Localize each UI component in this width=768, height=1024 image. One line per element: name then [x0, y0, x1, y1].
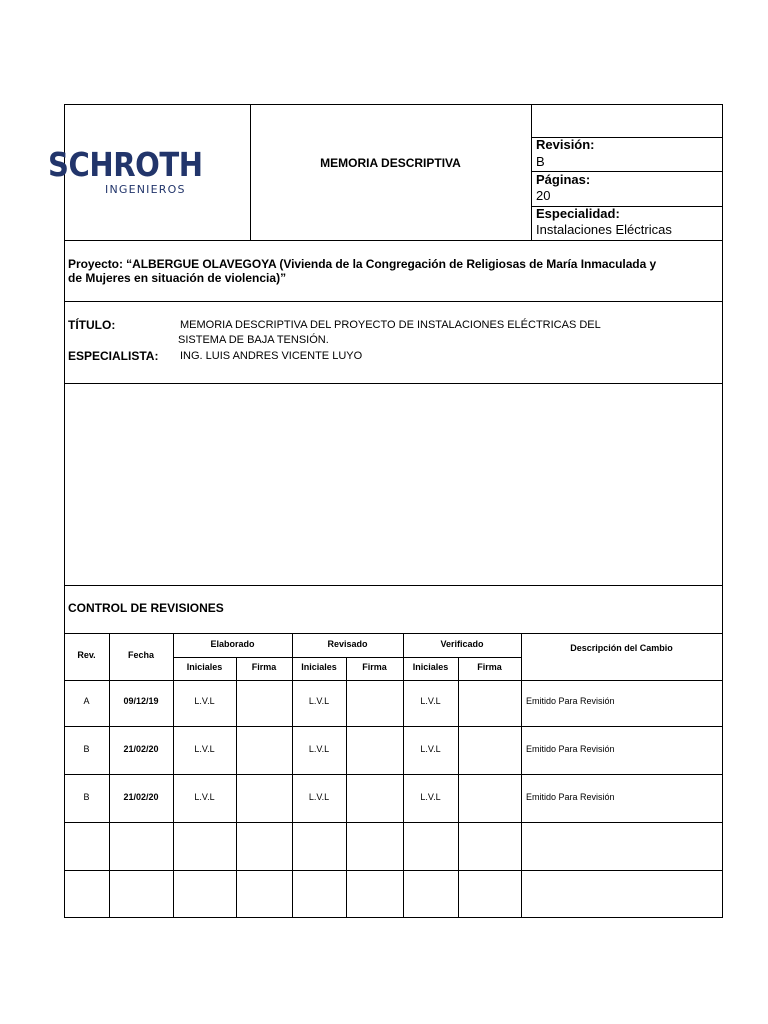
group-verificado-header: Verificado [440, 639, 484, 649]
row-revisado-initials: L.V.L [308, 696, 330, 706]
row-date: 21/02/20 [123, 744, 159, 754]
row-elaborado-initials: L.V.L [194, 744, 215, 754]
revisions-heading: CONTROL DE REVISIONES [68, 601, 224, 615]
title-label: TÍTULO: [68, 318, 116, 332]
project-line-2: de Mujeres en situación de violencia)” [68, 271, 287, 285]
group-revisado-header: Revisado [327, 639, 368, 649]
row-elaborado-initials: L.V.L [194, 792, 215, 802]
elaborado-signature-header: Firma [251, 662, 277, 672]
revision-label: Revisión: [536, 137, 595, 152]
revisado-signature-header: Firma [362, 662, 387, 672]
row-rev: B [83, 792, 90, 802]
row-verificado-initials: L.V.L [420, 696, 441, 706]
row-revisado-initials: L.V.L [308, 744, 330, 754]
row-description: Emitido Para Revisión [526, 792, 615, 802]
verificado-initials-header: Iniciales [412, 662, 449, 672]
row-elaborado-initials: L.V.L [194, 696, 215, 706]
specialist-label: ESPECIALISTA: [68, 349, 159, 363]
elaborado-initials-header: Iniciales [186, 662, 223, 672]
row-rev: A [83, 696, 90, 706]
specialty-label: Especialidad: [536, 206, 620, 221]
revision-value: B [536, 154, 545, 169]
col-date-header: Fecha [127, 650, 154, 660]
row-verificado-initials: L.V.L [420, 744, 441, 754]
verificado-signature-header: Firma [477, 662, 502, 672]
title-line-2: SISTEMA DE BAJA TENSIÓN. [178, 334, 329, 346]
logo-wordmark: SCHROTH [48, 145, 203, 184]
group-elaborado-header: Elaborado [210, 639, 255, 649]
title-line-1: MEMORIA DESCRIPTIVA DEL PROYECTO DE INSTALACIONES ELÉCTRICAS DEL [180, 319, 601, 331]
specialist-value: ING. LUIS ANDRES VICENTE LUYO [180, 350, 363, 362]
row-description: Emitido Para Revisión [526, 744, 615, 754]
revisado-initials-header: Iniciales [301, 662, 337, 672]
row-date: 09/12/19 [123, 696, 159, 706]
col-rev-header: Rev. [77, 650, 96, 660]
project-line-1: Proyecto: “ALBERGUE OLAVEGOYA (Vivienda de la Congregación de Religiosas de María Inmaculada y [68, 257, 657, 271]
logo-subtitle: INGENIEROS [105, 183, 186, 196]
pages-value: 20 [536, 188, 551, 203]
row-description: Emitido Para Revisión [526, 696, 615, 706]
company-logo [48, 146, 248, 206]
row-verificado-initials: L.V.L [420, 792, 441, 802]
row-rev: B [83, 744, 90, 754]
row-revisado-initials: L.V.L [308, 792, 330, 802]
specialty-value: Instalaciones Eléctricas [536, 222, 672, 237]
document-title: MEMORIA DESCRIPTIVA [320, 156, 461, 170]
pages-label: Páginas: [536, 172, 591, 187]
col-description-header: Descripción del Cambio [570, 643, 673, 653]
row-date: 21/02/20 [123, 792, 159, 802]
